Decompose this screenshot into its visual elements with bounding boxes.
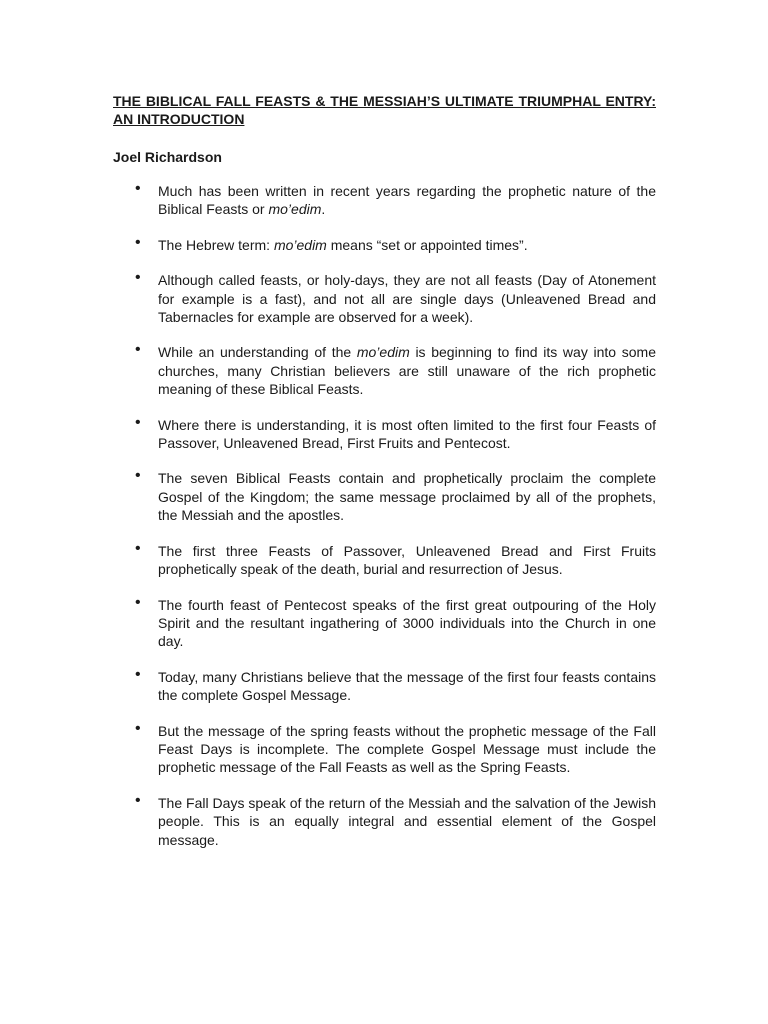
bullet-text: Much has been written in recent years regarding the prophetic nature of the Biblical Feasts or [158, 183, 656, 218]
bullet-text: Although called feasts, or holy-days, they are not all feasts (Day of Atonement for example is a fast), and not all are single days (Unleavened Bread and Tabernacles for example are observed for a week). [158, 272, 656, 326]
bullet-icon: • [135, 341, 141, 359]
bullet-icon: • [135, 665, 141, 683]
bullet-item [113, 719, 656, 777]
bullet-text: But the message of the spring feasts without the prophetic message of the Fall Feast Days is incomplete. The complete Gospel Message must include the prophetic message of the Fall Feasts as well as the Spring Feasts. [158, 722, 656, 776]
bullet-text: The Fall Days speak of the return of the Messiah and the salvation of the Jewish people. This is an equally integral and essential element of the Gospel message. [158, 794, 656, 848]
bullet-text: Where there is understanding, it is most often limited to the first four Feasts of Passover, Unleavened Bread, First Fruits and Pentecost. [158, 416, 656, 452]
bullet-item [113, 791, 656, 849]
author-name: Joel Richardson [113, 149, 222, 165]
bullet-icon: • [135, 539, 141, 557]
bullet-text: The seven Biblical Feasts contain and prophetically proclaim the complete Gospel of the Kingdom; the same message proclaimed by all of the prophets, the Messiah and the apostles. [158, 470, 656, 524]
bullet-icon: • [135, 719, 141, 737]
bullet-text-tail: is beginning to find its way into some churches, many Christian believers are still unaware of the rich prophetic meaning of these Biblical Feasts. [158, 344, 656, 398]
bullet-item [113, 271, 656, 326]
bullet-term: mo’edim [268, 201, 322, 218]
bullet-icon: • [135, 413, 141, 431]
bullet-text: The Hebrew term: [158, 236, 274, 253]
bullet-icon: • [135, 180, 141, 197]
bullet-text-tail: . [321, 201, 326, 218]
document-page [113, 92, 656, 866]
bullet-text: The fourth feast of Pentecost speaks of the first great outpouring of the Holy Spirit and the resultant ingathering of 3000 individuals into the Church in one day. [158, 596, 656, 650]
bullet-icon: • [135, 791, 141, 809]
bullet-item [113, 593, 656, 651]
bullet-icon: • [135, 467, 141, 485]
bullet-item [113, 233, 656, 254]
bullet-text: Today, many Christians believe that the message of the first four feasts contains the complete Gospel Message. [158, 668, 656, 704]
bullet-term: mo’edim [273, 236, 327, 253]
bullet-item [113, 182, 656, 219]
bullet-icon: • [135, 269, 141, 287]
document-title: THE BIBLICAL FALL FEASTS & THE MESSIAH’S ULTIMATE TRIUMPHAL ENTRY: AN INTRODUCTION [113, 93, 656, 127]
bullet-text: While an understanding of the [158, 344, 357, 361]
bullet-item [113, 539, 656, 579]
bullet-list [113, 182, 656, 849]
bullet-item [113, 413, 656, 453]
bullet-item [113, 343, 656, 398]
bullet-item [113, 665, 656, 705]
bullet-icon: • [135, 233, 141, 251]
bullet-term: mo’edim [356, 344, 410, 361]
bullet-icon: • [135, 593, 141, 611]
bullet-text: The first three Feasts of Passover, Unleavened Bread and First Fruits prophetically speak of the death, burial and resurrection of Jesus. [158, 542, 656, 578]
bullet-item [113, 469, 656, 524]
bullet-text-tail: means “set or appointed times”. [326, 236, 528, 253]
